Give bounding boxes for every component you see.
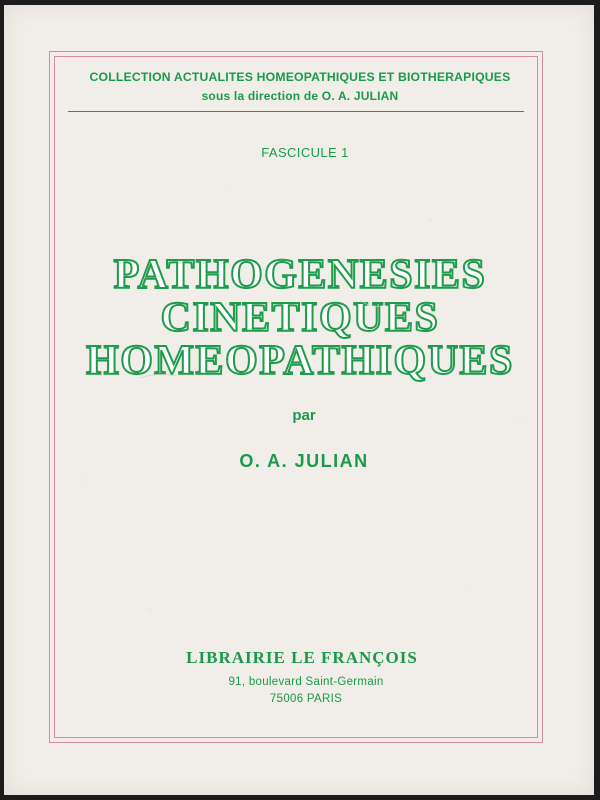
publisher-name [0,648,600,668]
fascicule-number: FASCICULE 1 [261,145,349,160]
address-street: 91, boulevard Saint-Germain [228,676,384,688]
publisher-address [0,674,600,708]
title-line-1: PATHOGENESIES [113,252,487,298]
series-title: COLLECTION ACTUALITES HOMEOPATHIQUES ET BIOTHERAPIQUES [89,70,511,84]
series-editor: sous la direction de O. A. JULIAN [201,89,399,103]
author-name [0,451,600,472]
title-line-3: HOMEOPATHIQUES [86,338,514,384]
by-word: par [292,407,316,424]
series-heading [0,68,600,106]
title-line-2: CINETIQUES [160,295,440,341]
publisher-text: LIBRAIRIE LE FRANÇOIS [186,648,418,667]
address-city: 75006 PARIS [269,693,343,705]
author-text: O. A. JULIAN [239,451,369,471]
series-divider-rule [68,111,524,112]
book-title [0,254,600,383]
fascicule-label [0,145,600,160]
by-line [0,407,600,424]
